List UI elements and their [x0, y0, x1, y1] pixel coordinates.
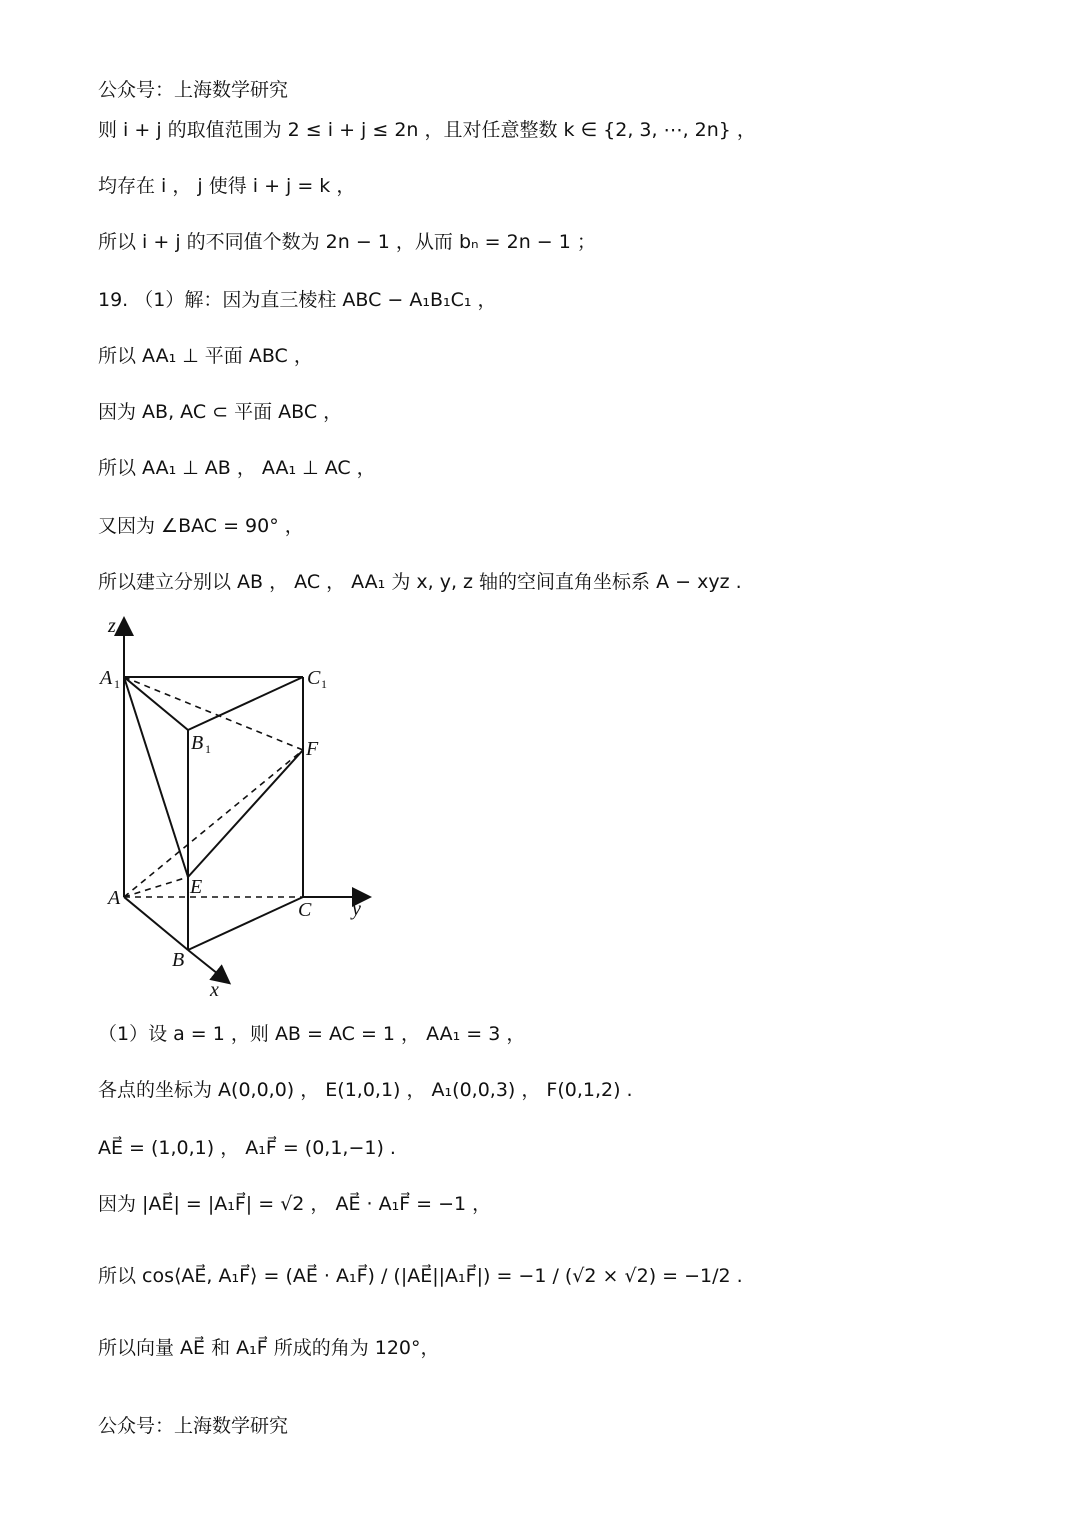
label-y: y: [352, 898, 361, 920]
label-a1-sub: 1: [114, 677, 120, 691]
label-c1-sub: 1: [321, 677, 327, 691]
text-line-14: 所以 cos⟨AE⃗, A₁F⃗⟩ = (AE⃗ · A₁F⃗) / (|AE⃗||A₁F⃗|) = −1 / (√2 × √2) = −1/2 .: [98, 1265, 743, 1287]
text-line-3: 所以 i + j 的不同值个数为 2n − 1 ，从而 bₙ = 2n − 1 ；: [98, 231, 596, 253]
label-z: z: [108, 615, 116, 637]
dashed-a1-f: [124, 677, 303, 750]
label-e: E: [190, 876, 203, 898]
dashed-a-f: [124, 750, 303, 897]
label-c1: C: [307, 667, 321, 689]
label-f: F: [306, 738, 319, 760]
edge-b1-c1: [188, 677, 303, 730]
text-line-6: 因为 AB, AC ⊂ 平面 ABC ，: [98, 401, 343, 423]
label-b: B: [172, 949, 185, 971]
text-line-4: 19. （1）解：因为直三棱柱 ABC − A₁B₁C₁ ，: [98, 289, 497, 311]
label-b1-sub: 1: [205, 742, 211, 756]
label-x: x: [210, 979, 219, 1001]
text-line-8: 又因为 ∠BAC = 90° ，: [98, 515, 304, 537]
text-line-9: 所以建立分别以 AB ， AC ， AA₁ 为 x, y, z 轴的空间直角坐标系 A − xyz .: [98, 571, 742, 593]
text-line-5: 所以 AA₁ ⊥ 平面 ABC ，: [98, 345, 313, 367]
label-a1: A: [100, 667, 113, 689]
prism-diagram: [90, 610, 390, 1010]
text-line-10: （1）设 a = 1 ，则 AB = AC = 1 ， AA₁ = 3 ，: [98, 1023, 526, 1045]
label-b1: B: [191, 732, 204, 754]
page-footer: 公众号：上海数学研究: [98, 1415, 289, 1437]
segment-a1-e: [124, 677, 188, 877]
label-a: A: [108, 887, 121, 909]
edge-a-b: [124, 897, 188, 950]
segment-e-f: [188, 750, 303, 877]
text-line-1: 则 i + j 的取值范围为 2 ≤ i + j ≤ 2n ，且对任意整数 k ∈ {2, 3, ⋯, 2n} ，: [98, 119, 756, 141]
label-c: C: [298, 899, 312, 921]
text-line-7: 所以 AA₁ ⊥ AB ， AA₁ ⊥ AC ，: [98, 457, 376, 479]
text-line-15: 所以向量 AE⃗ 和 A₁F⃗ 所成的角为 120°，: [98, 1337, 440, 1359]
x-axis: [188, 950, 228, 982]
text-line-2: 均存在 i ， j 使得 i + j = k ，: [98, 175, 356, 197]
edge-b-c: [188, 897, 303, 950]
text-line-11: 各点的坐标为 A(0,0,0) ， E(1,0,1) ， A₁(0,0,3) ， F(0,1,2) .: [98, 1079, 633, 1101]
text-line-12: AE⃗ = (1,0,1) ， A₁F⃗ = (0,1,−1) .: [98, 1137, 396, 1159]
dashed-a-e: [124, 877, 188, 897]
page-header: 公众号：上海数学研究: [98, 79, 289, 101]
text-line-13: 因为 |AE⃗| = |A₁F⃗| = √2 ， AE⃗ · A₁F⃗ = −1 ，: [98, 1193, 492, 1215]
edge-a1-b1: [124, 677, 188, 730]
